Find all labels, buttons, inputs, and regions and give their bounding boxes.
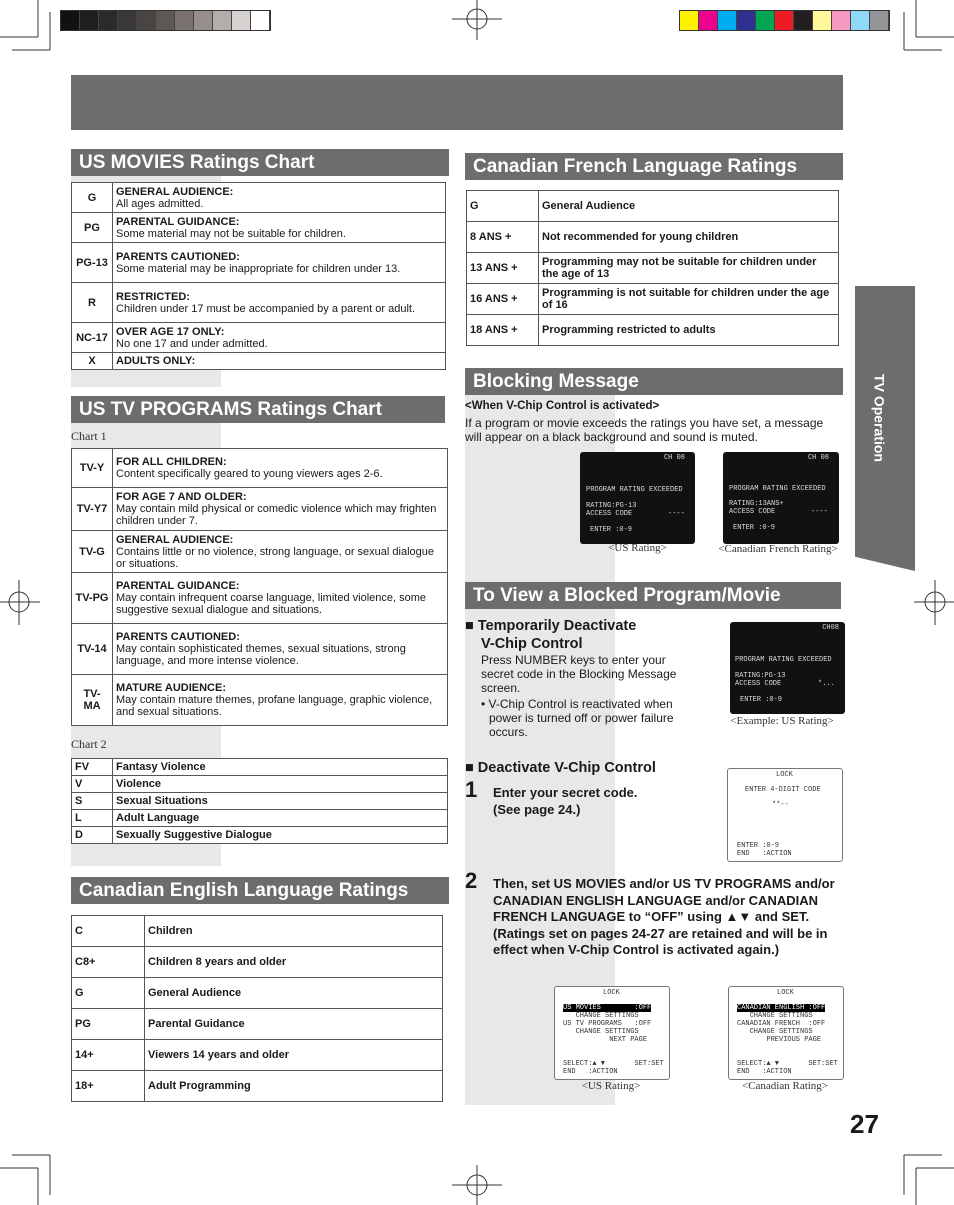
rating-text: May contain mild physical or comedic violence which may frighten children under 7. [116, 503, 437, 527]
temp-deactivate-heading [465, 617, 636, 653]
color-swatch [99, 11, 118, 30]
rating-row [72, 978, 443, 1009]
blocking-title: Blocking Message [465, 368, 843, 395]
screen-line: PROGRAM RATING EXCEEDED [586, 486, 683, 494]
rating-row [467, 191, 839, 222]
rating-title: GENERAL AUDIENCE: [116, 533, 234, 546]
color-swatch [80, 11, 99, 30]
rating-code: TV-Y [72, 449, 113, 488]
lock-title: LOCK [777, 989, 794, 997]
rating-code: TV-14 [72, 624, 113, 675]
step1-line1: Enter your secret code. [493, 785, 638, 800]
rating-row [72, 810, 448, 827]
rating-code: 18 ANS + [467, 315, 539, 346]
lock-canadian-french: CANADIAN FRENCH :OFF [737, 1020, 826, 1028]
screen-code: ---- [811, 508, 828, 516]
lock-title: LOCK [603, 989, 620, 997]
rating-description: Programming may not be suitable for children under the age of 13 [539, 253, 839, 284]
rating-description: Adult Language [113, 810, 448, 827]
rating-description [113, 573, 448, 624]
rating-text: No one 17 and under admitted. [116, 337, 268, 350]
us-tv-chart1-table [71, 448, 448, 726]
rating-code: TV-PG [72, 573, 113, 624]
blocking-subtitle: <When V-Chip Control is activated> [465, 400, 660, 412]
rating-row [467, 253, 839, 284]
color-bar [679, 10, 890, 31]
screen-access: ACCESS CODE [586, 510, 633, 518]
rating-row [72, 827, 448, 844]
rating-description: Programming is not suitable for children under the age of 16 [539, 284, 839, 315]
lock-end: END :ACTION [737, 1068, 792, 1076]
rating-code: C8+ [72, 947, 145, 978]
caption-us-rating: <US Rating> [608, 542, 667, 554]
lock-title: LOCK [776, 771, 793, 779]
rating-code: 14+ [72, 1040, 145, 1071]
color-swatch [61, 11, 80, 30]
rating-description: Violence [113, 776, 448, 793]
rating-row [72, 323, 446, 353]
caption-us-lock: <US Rating> [581, 1080, 641, 1092]
rating-description: Fantasy Violence [113, 759, 448, 776]
color-swatch [794, 11, 813, 30]
rating-description: Sexually Suggestive Dialogue [113, 827, 448, 844]
rating-row [72, 759, 448, 776]
color-swatch [194, 11, 213, 30]
rating-description: Viewers 14 years and older [145, 1040, 443, 1071]
rating-row [72, 1071, 443, 1102]
lock-line: CHANGE SETTINGS [563, 1028, 639, 1036]
rating-row [72, 243, 446, 283]
deactivate-heading [465, 759, 656, 777]
caption-french-rating: <Canadian French Rating> [718, 543, 838, 555]
rating-title: GENERAL AUDIENCE: [116, 185, 234, 198]
screen-access: ACCESS CODE [735, 680, 782, 688]
rating-title: PARENTS CAUTIONED: [116, 631, 240, 643]
rating-description [113, 488, 448, 531]
rating-title: FOR ALL CHILDREN: [116, 456, 227, 468]
chart1-label: Chart 1 [71, 429, 107, 443]
us-tv-title: US TV PROGRAMS Ratings Chart [71, 396, 445, 423]
deactivate-heading-text: Deactivate V-Chip Control [477, 760, 656, 776]
rating-code: D [72, 827, 113, 844]
rating-code: X [72, 353, 113, 370]
lock-us-tv: US TV PROGRAMS :OFF [563, 1020, 652, 1028]
screen-channel: CH08 [822, 624, 839, 632]
rating-title: PARENTAL GUIDANCE: [116, 580, 240, 592]
rating-code: PG [72, 213, 113, 243]
lock-next-page: NEXT PAGE [563, 1036, 648, 1044]
rating-text: Children under 17 must be accompanied by a parent or adult. [116, 302, 416, 315]
rating-code: TV-MA [72, 675, 113, 726]
rating-title: MATURE AUDIENCE: [116, 682, 226, 694]
header-banner [71, 75, 843, 130]
rating-row [72, 947, 443, 978]
color-swatch [718, 11, 737, 30]
screen-rating: RATING:PG-13 [586, 502, 637, 510]
color-swatch [756, 11, 775, 30]
rating-description [113, 353, 446, 370]
rating-code: TV-G [72, 531, 113, 573]
rating-title: RESTRICTED: [116, 290, 190, 303]
screen-rating: RATING:13ANS+ [729, 500, 784, 508]
color-swatch [832, 11, 851, 30]
rating-text: Contains little or no violence, strong language, or sexual dialogue or situations. [116, 545, 434, 570]
screen-code: ---- [668, 510, 685, 518]
color-swatch [251, 11, 270, 30]
rating-text: May contain mature themes, profane language, graphic violence, and sexual situations. [116, 694, 433, 718]
grayscale-bar [60, 10, 271, 31]
step1-text [493, 784, 638, 818]
rating-description [113, 243, 446, 283]
color-swatch [699, 11, 718, 30]
color-swatch [232, 11, 251, 30]
rating-title: OVER AGE 17 ONLY: [116, 325, 225, 338]
lock-line: CHANGE SETTINGS [737, 1012, 813, 1020]
rating-code: S [72, 793, 113, 810]
lock-line: CHANGE SETTINGS [737, 1028, 813, 1036]
screen-channel: CH 08 [807, 454, 829, 462]
rating-row [72, 1009, 443, 1040]
rating-title: PARENTAL GUIDANCE: [116, 215, 240, 228]
rating-code: V [72, 776, 113, 793]
rating-title: ADULTS ONLY: [116, 355, 196, 367]
us-lock-screen [554, 986, 670, 1080]
screen-channel: CH 08 [663, 454, 685, 462]
lock-select: SELECT:▲ ▼ SET:SET [737, 1060, 838, 1068]
color-swatch [137, 11, 156, 30]
rating-code: C [72, 916, 145, 947]
rating-text: Content specifically geared to young viewers ages 2-6. [116, 468, 383, 480]
rating-row [72, 1040, 443, 1071]
rating-description: General Audience [145, 978, 443, 1009]
lock-select: SELECT:▲ ▼ SET:SET [563, 1060, 664, 1068]
lock-canadian-english: CANADIAN ENGLISH :OFF [737, 1004, 826, 1012]
rating-description: Parental Guidance [145, 1009, 443, 1040]
side-tab-label: TV Operation [871, 374, 888, 462]
rating-code: NC-17 [72, 323, 113, 353]
rating-description [113, 213, 446, 243]
us-tv-chart2-table [71, 758, 448, 844]
color-swatch [775, 11, 794, 30]
rating-code: 13 ANS + [467, 253, 539, 284]
caption-canadian-lock: <Canadian Rating> [741, 1080, 829, 1092]
us-movies-title: US MOVIES Ratings Chart [71, 149, 449, 176]
lock-enter: ENTER :0-9 [737, 842, 780, 850]
color-swatch [870, 11, 889, 30]
rating-code: PG [72, 1009, 145, 1040]
example-caption: <Example: US Rating> [730, 715, 834, 727]
rating-code: 16 ANS + [467, 284, 539, 315]
rating-title: PARENTS CAUTIONED: [116, 250, 240, 263]
chart2-label: Chart 2 [71, 737, 107, 751]
lock-code-screen [727, 768, 843, 862]
screen-rating: RATING:PG-13 [735, 672, 786, 680]
color-swatch [680, 11, 699, 30]
step1-number: 1 [465, 777, 478, 802]
square-bullet-icon: ■ [465, 760, 474, 776]
canadian-french-table [466, 190, 839, 346]
lock-us-movies: US MOVIES :OFF [563, 1004, 652, 1012]
lock-line: CHANGE SETTINGS [563, 1012, 639, 1020]
screen-enter: ENTER :0-9 [590, 526, 633, 534]
blocking-screen-us [580, 452, 695, 544]
step2-number: 2 [465, 868, 478, 893]
lock-end: END :ACTION [737, 850, 792, 858]
rating-description [113, 624, 448, 675]
rating-text: All ages admitted. [116, 197, 204, 210]
rating-text: Some material may not be suitable for children. [116, 227, 346, 240]
rating-description [113, 323, 446, 353]
color-swatch [851, 11, 870, 30]
lock-line: ENTER 4-DIGIT CODE [745, 786, 821, 794]
rating-row [467, 315, 839, 346]
blocking-screen-french [723, 452, 839, 544]
rating-description [113, 283, 446, 323]
temp-deactivate-body: Press NUMBER keys to enter your secret code in the Blocking Message screen. [481, 653, 677, 695]
rating-description: Children [145, 916, 443, 947]
screen-access: ACCESS CODE [729, 508, 776, 516]
screen-enter: ENTER :0-9 [733, 524, 776, 532]
rating-description [113, 449, 448, 488]
rating-description [113, 183, 446, 213]
rating-row [467, 284, 839, 315]
lock-end: END :ACTION [563, 1068, 618, 1076]
lock-code: **-- [772, 801, 789, 809]
rating-row [72, 213, 446, 243]
rating-title: FOR AGE 7 AND OLDER: [116, 491, 247, 503]
rating-code: FV [72, 759, 113, 776]
rating-description: General Audience [539, 191, 839, 222]
screen-line: PROGRAM RATING EXCEEDED [735, 656, 832, 664]
rating-description: Children 8 years and older [145, 947, 443, 978]
canadian-lock-screen [728, 986, 844, 1080]
rating-code: G [72, 978, 145, 1009]
rating-row [72, 488, 448, 531]
rating-row [72, 283, 446, 323]
step2-text: Then, set US MOVIES and/or US TV PROGRAMS and/or CANADIAN ENGLISH LANGUAGE and/or CANADIAN FRENCH LANGUAGE to “OFF” using ▲▼ and SET. (Ratings set on pages 24-27 are retained and will be in effect when V-Chip Control is activated again.) [493, 876, 835, 957]
rating-code: PG-13 [72, 243, 113, 283]
square-bullet-icon: ■ [465, 618, 474, 634]
screen-code: *... [818, 680, 835, 688]
rating-row [72, 353, 446, 370]
rating-description: Programming restricted to adults [539, 315, 839, 346]
page-number: 27 [850, 1109, 879, 1139]
rating-text: Some material may be inappropriate for children under 13. [116, 262, 401, 275]
color-swatch [175, 11, 194, 30]
rating-description [113, 675, 448, 726]
rating-code: L [72, 810, 113, 827]
rating-text: May contain sophisticated themes, sexual situations, strong language, and more intense violence. [116, 643, 406, 667]
rating-description: Sexual Situations [113, 793, 448, 810]
step1-line2: (See page 24.) [493, 802, 581, 817]
rating-code: G [467, 191, 539, 222]
rating-description: Adult Programming [145, 1071, 443, 1102]
rating-description: Not recommended for young children [539, 222, 839, 253]
rating-row [72, 624, 448, 675]
blocking-body: If a program or movie exceeds the ratings you have set, a message will appear on a black background and sound is muted. [465, 416, 824, 444]
rating-row [72, 675, 448, 726]
color-swatch [213, 11, 232, 30]
screen-line: PROGRAM RATING EXCEEDED [729, 485, 826, 493]
rating-description [113, 531, 448, 573]
rating-row [72, 183, 446, 213]
rating-row [72, 793, 448, 810]
rating-row [72, 531, 448, 573]
rating-row [467, 222, 839, 253]
canadian-english-table [71, 915, 443, 1102]
temp-heading-line1: Temporarily Deactivate [477, 618, 637, 634]
rating-code: G [72, 183, 113, 213]
rating-row [72, 776, 448, 793]
color-swatch [813, 11, 832, 30]
view-blocked-title: To View a Blocked Program/Movie [465, 582, 841, 609]
rating-code: R [72, 283, 113, 323]
us-movies-table [71, 182, 446, 370]
color-swatch [156, 11, 175, 30]
screen-enter: ENTER :0-9 [740, 696, 783, 704]
color-swatch [737, 11, 756, 30]
lock-previous-page: PREVIOUS PAGE [737, 1036, 822, 1044]
temp-deactivate-bullet: • V-Chip Control is reactivated when power is turned off or power failure occurs. [481, 697, 674, 739]
canadian-french-title: Canadian French Language Ratings [465, 153, 843, 180]
rating-code: 8 ANS + [467, 222, 539, 253]
temp-heading-line2: V-Chip Control [481, 636, 583, 652]
rating-text: May contain infrequent coarse language, limited violence, some suggestive sexual dialogue and situations. [116, 592, 427, 616]
canadian-english-title: Canadian English Language Ratings [71, 877, 449, 904]
rating-code: TV-Y7 [72, 488, 113, 531]
rating-row [72, 573, 448, 624]
rating-row [72, 916, 443, 947]
rating-code: 18+ [72, 1071, 145, 1102]
rating-row [72, 449, 448, 488]
color-swatch [118, 11, 137, 30]
example-blocking-screen [730, 622, 845, 714]
